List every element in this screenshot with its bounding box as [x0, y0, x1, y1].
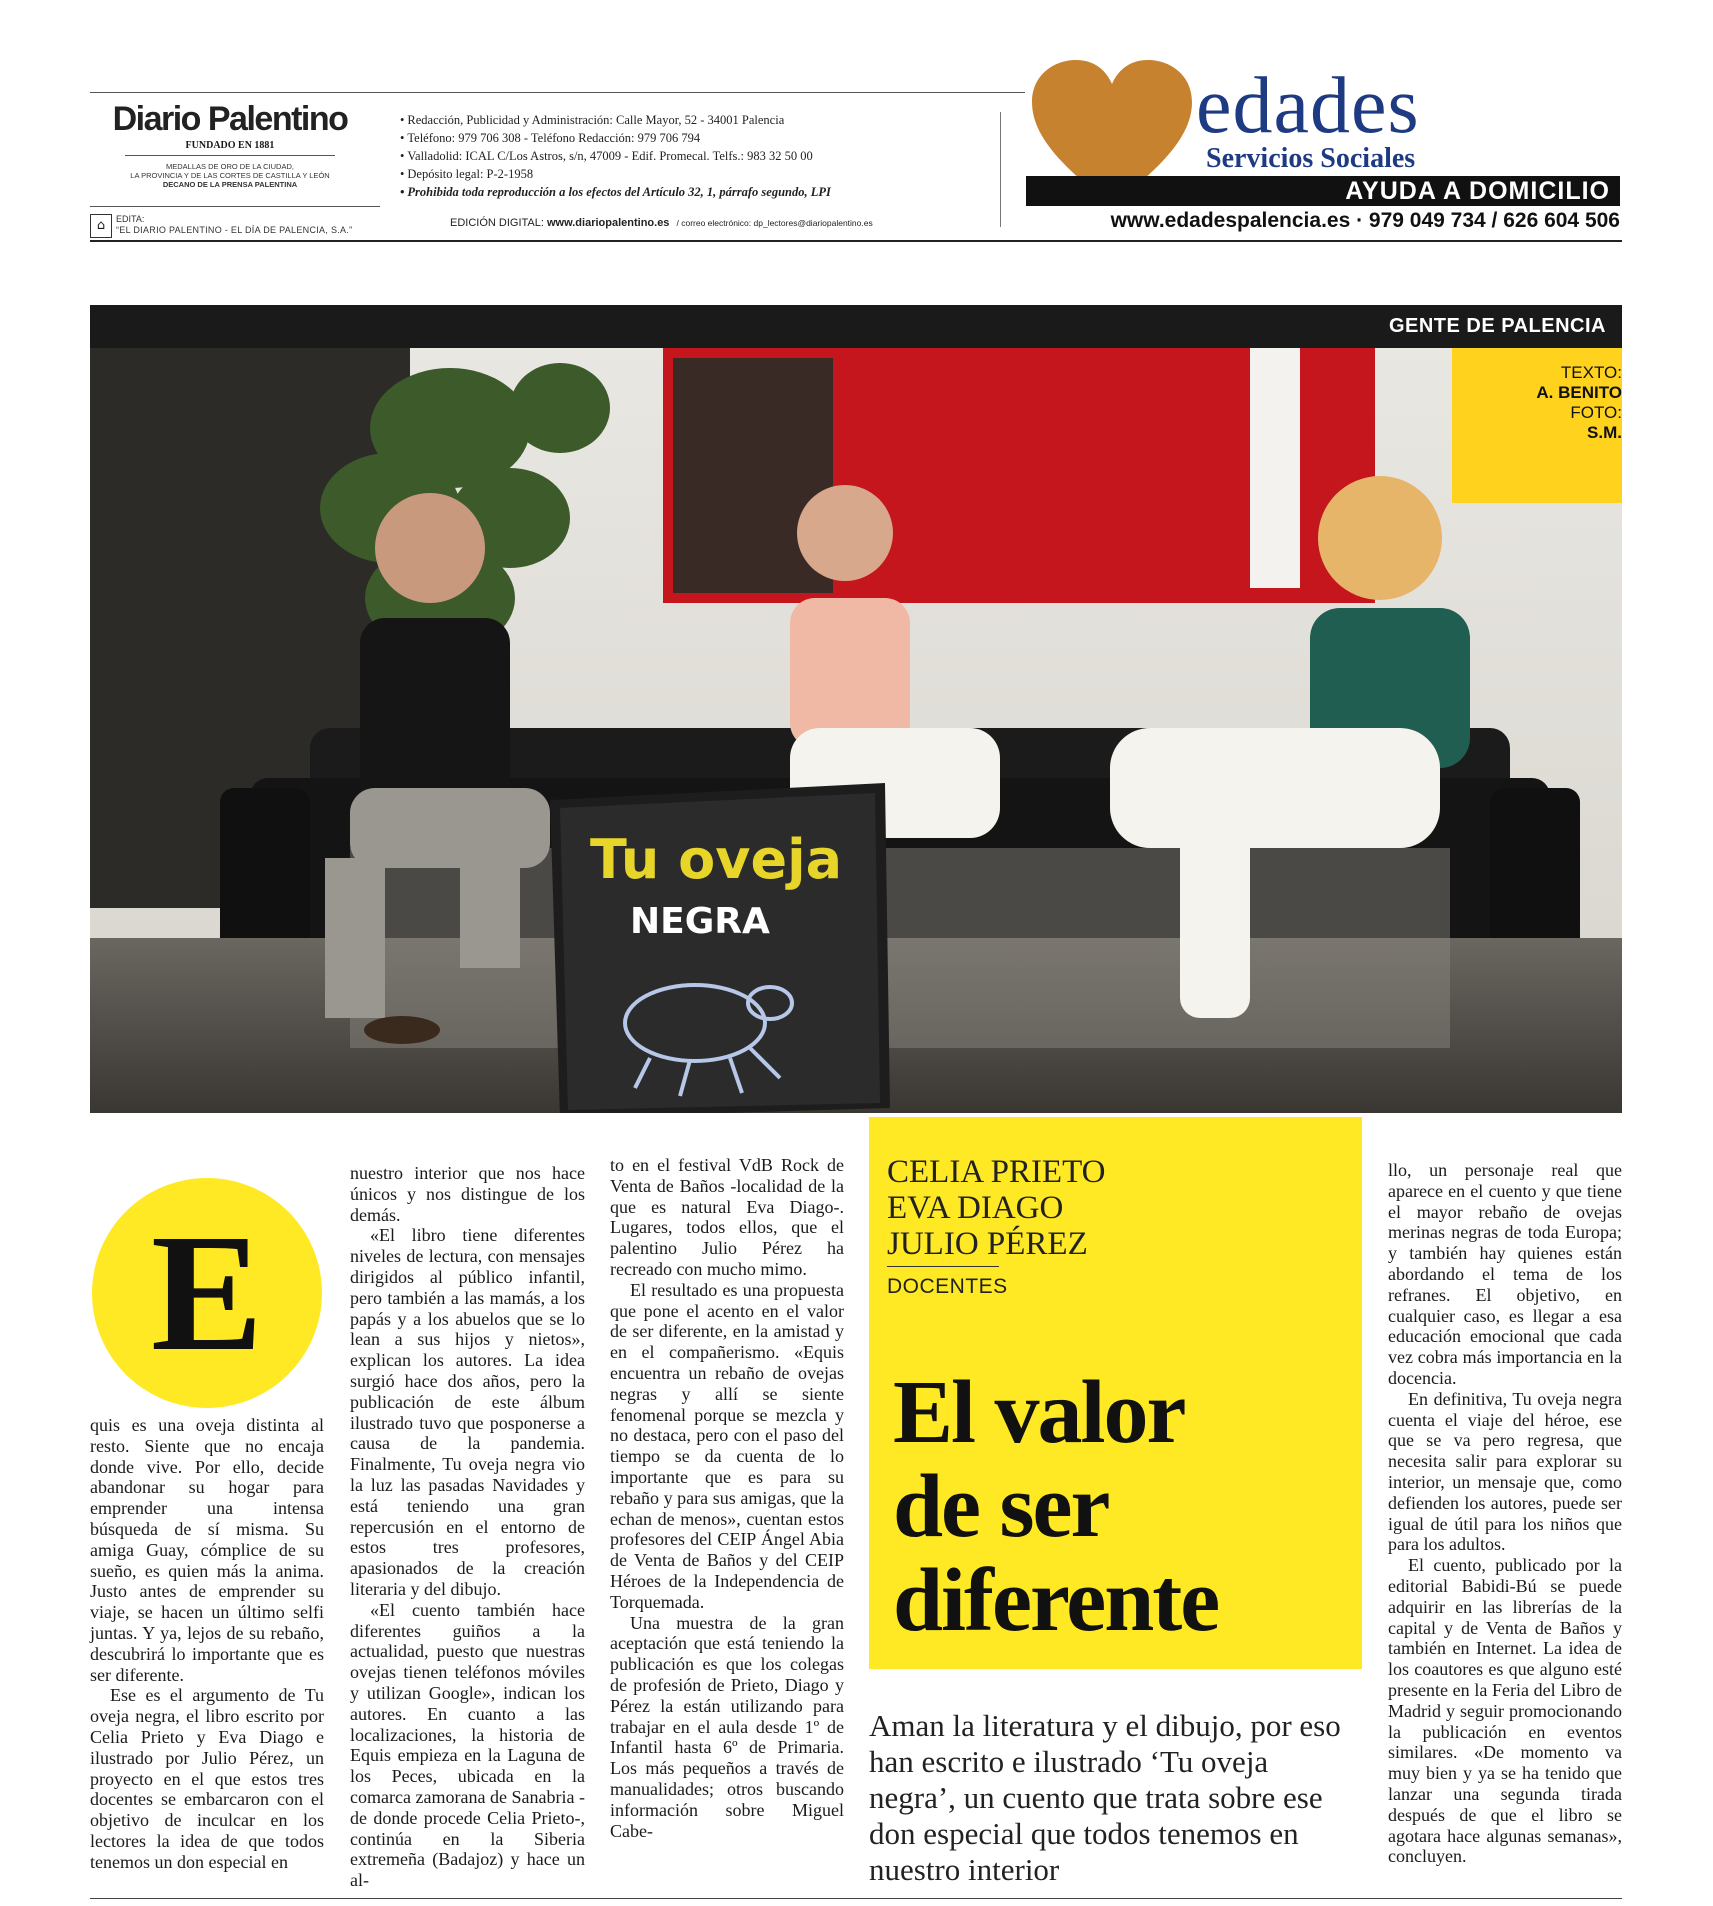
- paragraph: Una muestra de la gran aceptación que está teniendo la publicación es que los colegas de profesión de Prieto, Diago y Pérez la están utilizando para trabajar en el aula desde 1º de Infantil hasta 6º de Primaria. Los más pequeños a través de manualidades; otros buscando información sobre Miguel Cabe-: [610, 1612, 844, 1841]
- article-column: [90, 1415, 324, 1873]
- credit-text-name: A. BENITO: [1536, 383, 1622, 402]
- article-standfirst: Aman la literatura y el dibujo, por eso han escrito e ilustrado ‘Tu oveja negra’, un cuento que trata sobre ese don especial que todos tenemos en nuestro interior: [869, 1708, 1341, 1887]
- paragraph: El cuento, publicado por la editorial Babidi-Bú se puede adquirir en las librerías de la capital y de Venta de Baños y también en Internet. La idea de los coautores es que alguno esté presente en la Feria del Libro de Madrid y seguir promocionando la publicación en eventos similares. «De momento va muy bien y ya se ha tenido que lanzar una segunda tirada después de que el libro se agotara hace algunas semanas», concluyen.: [1388, 1555, 1622, 1867]
- ad-banner: AYUDA A DOMICILIO: [1345, 177, 1610, 205]
- info-deposit: • Depósito legal: P-2-1958: [400, 165, 1000, 183]
- email-line: / correo electrónico: dp_lectores@diariopalentino.es: [676, 218, 873, 228]
- paragraph: «El cuento también hace diferentes guiños a la actualidad, puesto que nuestras ovejas tienen teléfonos móviles y utilizan Google», indican los autores. En cuanto a las localizaciones, la historia de Equis empieza en la Laguna de los Peces, ubicada en la comarca zamorana de Sanabria -de donde procede Celia Prieto-, continúa en la Siberia extremeña (Badajoz) y hace un al-: [350, 1599, 585, 1891]
- ad-brand: edades: [1196, 62, 1420, 150]
- headline-line: El valor: [893, 1363, 1185, 1462]
- paragraph: to en el festival VdB Rock de Venta de Baños -localidad de la que es natural Eva Diago-. Lugares, todos ellos, que el palentino Julio Pérez ha recreado con mucho mimo.: [610, 1155, 844, 1279]
- subject-name: EVA DIAGO: [887, 1190, 1064, 1226]
- article-column: [350, 1163, 585, 1891]
- article-headline: [893, 1363, 1353, 1650]
- credit-photo-name: S.M.: [1587, 423, 1622, 442]
- paragraph: El resultado es una propuesta que pone el acento en el valor de ser diferente, en la amistad y en el compañerismo. «Equis encuentra un rebaño de ovejas negras y allí se siente fenomenal porque se mezcla y no destaca, pero con el paso del tiempo se da cuenta de lo importante que es para su rebaño y para sus amigas, que la echan de menos», cuentan estos profesores del CEIP Ángel Abia de Venta de Baños y del CEIP Héroes de la Independencia de Torquemada.: [610, 1279, 844, 1612]
- headline-line: diferente: [893, 1551, 1219, 1650]
- credit-text-label: TEXTO:: [1560, 363, 1622, 382]
- article-photo: [90, 348, 1622, 1113]
- paragraph: quis es una oveja distinta al resto. Siente que no encaja donde vive. Por ello, decide abandonar su hogar para emprender una intensa búsqueda de sí misma. Su amiga Guay, cómplice de su sueño, es quien más la anima. Justo antes de emprender su viaje, se hacen un último selfi juntas. Y ya, lejos de su rebaño, descubrirá lo importante que es ser diferente.: [90, 1415, 324, 1685]
- info-legal: • Prohibida toda reproducción a los efectos del Artículo 32, 1, párrafo segundo, LPI: [400, 183, 1000, 201]
- book-title: NEGRA: [630, 901, 770, 942]
- subject-names: [887, 1154, 1347, 1262]
- paragraph: En definitiva, Tu oveja negra cuenta el viaje del héroe, ese que se va pero regresa, que necesita salir para explorar su interior, un mensaje que, como defienden los autores, puede ser igual de útil para los niños que para los adultos.: [1388, 1388, 1622, 1555]
- medal-line: MEDALLAS DE ORO DE LA CIUDAD,: [166, 162, 294, 171]
- article-column: [610, 1155, 844, 1841]
- paragraph: «El libro tiene diferentes niveles de lectura, con mensajes dirigidos al público infantil, pero también a las mamás, a los papás y a los abuelos que se lo lean a sus hijos y nietos», explican los autores. La idea surgió hace dos años, pero la publicación de este álbum ilustrado tuvo que posponerse a causa de la pandemia. Finalmente, Tu oveja negra vio la luz las pasadas Navidades y está teniendo una gran repercusión en el entorno de estos tres profesores, apasionados de la creación literaria y del dibujo.: [350, 1225, 585, 1599]
- masthead-rule: [90, 92, 1025, 93]
- contact-info: [400, 111, 1000, 201]
- info-valladolid: • Valladolid: ICAL C/Los Astros, s/n, 47009 - Edif. Promecal. Telfs.: 983 32 50 00: [400, 147, 1000, 165]
- ad-subtitle: Servicios Sociales: [1206, 143, 1416, 174]
- credit-photo-label: FOTO:: [1570, 403, 1622, 422]
- digital-edition: [450, 217, 873, 229]
- drop-cap: E: [150, 1200, 264, 1386]
- paragraph: Ese es el argumento de Tu oveja negra, el libro escrito por Celia Prieto y Eva Diago e ilustrado por Julio Pérez, un proyecto en el que estos tres docentes se embarcaron con el objetivo de inculcar en los lectores la idea de que todos tenemos un don especial en: [90, 1685, 324, 1872]
- medal-line: LA PROVINCIA Y DE LAS CORTES DE CASTILLA Y LEÓN: [130, 171, 330, 180]
- subject-name: JULIO PÉREZ: [887, 1226, 1088, 1262]
- info-phone: • Teléfono: 979 706 308 - Teléfono Redacción: 979 706 794: [400, 129, 1000, 147]
- ad-contact: www.edadespalencia.es · 979 049 734 / 626 604 506: [1110, 209, 1620, 232]
- page-rule: [90, 1898, 1622, 1899]
- subject-name: CELIA PRIETO: [887, 1154, 1106, 1190]
- founded-line: FUNDADO EN 1881: [185, 140, 275, 151]
- book-title: Tu oveja: [590, 828, 843, 891]
- masthead-divider: [1000, 112, 1001, 227]
- masthead-divider: [90, 206, 380, 207]
- article-column: [1388, 1160, 1622, 1867]
- building-icon: ⌂: [90, 214, 112, 238]
- section-label: GENTE DE PALENCIA: [1388, 315, 1606, 337]
- medal-line: DECANO DE LA PRENSA PALENTINA: [162, 180, 298, 189]
- publisher-label: EDITA:: [116, 214, 145, 224]
- page-rule: [90, 240, 1622, 242]
- publisher-name: “EL DIARIO PALENTINO - EL DÍA DE PALENCIA, S.A.”: [116, 225, 353, 235]
- role-divider: [887, 1266, 999, 1267]
- subject-role: DOCENTES: [887, 1275, 1008, 1298]
- digital-label: EDICIÓN DIGITAL:: [450, 217, 544, 229]
- digital-url-link[interactable]: www.diariopalentino.es: [546, 217, 670, 229]
- info-address: • Redacción, Publicidad y Administración: Calle Mayor, 52 - 34001 Palencia: [400, 111, 1000, 129]
- paragraph: nuestro interior que nos hace únicos y nos distingue de los demás.: [350, 1163, 585, 1225]
- newspaper-logo: Diario Palentino: [112, 100, 348, 138]
- masthead-divider: [125, 155, 335, 156]
- headline-line: de ser: [893, 1457, 1109, 1556]
- paragraph: llo, un personaje real que aparece en el cuento y que tiene el mayor rebaño de ovejas merinas negras de toda Europa; y también hay quienes están abordando el tema de los refranes. El objetivo, en cualquier caso, es llegar a esa educación emocional que cada vez cobra más importancia en la docencia.: [1388, 1160, 1622, 1388]
